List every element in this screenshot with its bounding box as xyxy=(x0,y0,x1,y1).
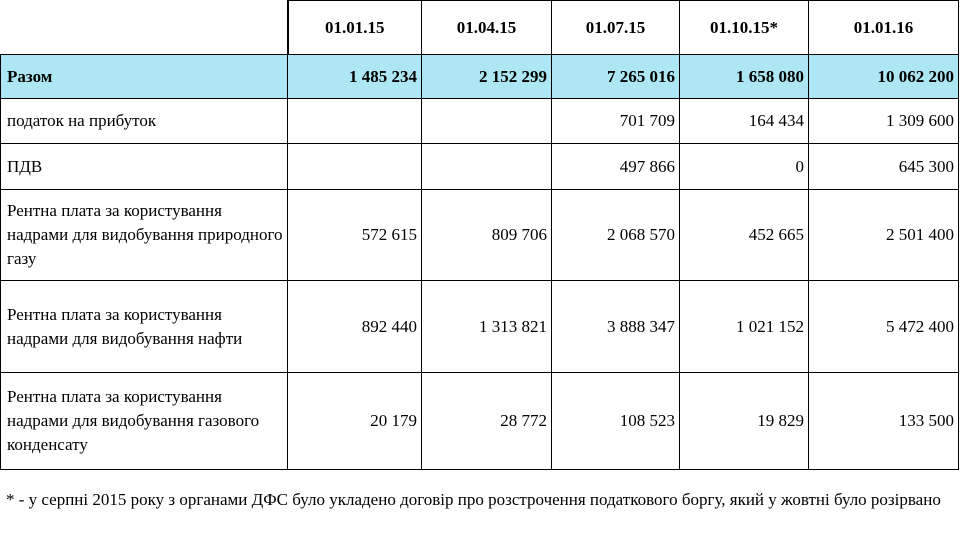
table-row xyxy=(1,144,959,190)
table-cell: 164 434 xyxy=(680,99,809,144)
table-row xyxy=(1,281,959,373)
corner-cell xyxy=(1,1,288,55)
table-cell: 1 309 600 xyxy=(809,99,959,144)
row-label: Рентна плата за користування надрами для видобування газового конденсату xyxy=(1,373,288,470)
table-cell: 0 xyxy=(680,144,809,190)
table-cell: 28 772 xyxy=(422,373,552,470)
table-cell: 892 440 xyxy=(288,281,422,373)
table-cell: 7 265 016 xyxy=(552,55,680,99)
table-cell: 572 615 xyxy=(288,190,422,281)
table-cell: 2 152 299 xyxy=(422,55,552,99)
table-cell: 3 888 347 xyxy=(552,281,680,373)
table-cell: 19 829 xyxy=(680,373,809,470)
table-cell: 10 062 200 xyxy=(809,55,959,99)
table-cell: 1 485 234 xyxy=(288,55,422,99)
row-label: Рентна плата за користування надрами для видобування природного газу xyxy=(1,190,288,281)
table-cell: 108 523 xyxy=(552,373,680,470)
table-cell: 20 179 xyxy=(288,373,422,470)
table-cell: 1 021 152 xyxy=(680,281,809,373)
table-cell: 645 300 xyxy=(809,144,959,190)
column-header: 01.10.15* xyxy=(680,1,809,55)
table-cell: 2 068 570 xyxy=(552,190,680,281)
footnote: * - у серпні 2015 року з органами ДФС було укладено договір про розстрочення податкового боргу, який у жовтні було розірвано xyxy=(6,490,941,509)
table-cell: 452 665 xyxy=(680,190,809,281)
column-header: 01.01.16 xyxy=(809,1,959,55)
column-header: 01.07.15 xyxy=(552,1,680,55)
table-row-total xyxy=(1,55,959,99)
table-cell: 133 500 xyxy=(809,373,959,470)
table-row xyxy=(1,373,959,470)
table-cell xyxy=(422,144,552,190)
row-label: ПДВ xyxy=(1,144,288,190)
table-cell: 1 658 080 xyxy=(680,55,809,99)
row-label: податок на прибуток xyxy=(1,99,288,144)
header-row xyxy=(1,1,959,55)
table-cell: 1 313 821 xyxy=(422,281,552,373)
column-header: 01.01.15 xyxy=(288,1,422,55)
row-label: Разом xyxy=(1,55,288,99)
table-cell: 701 709 xyxy=(552,99,680,144)
table-cell xyxy=(422,99,552,144)
table-cell: 497 866 xyxy=(552,144,680,190)
table-cell: 809 706 xyxy=(422,190,552,281)
table-row xyxy=(1,99,959,144)
table-cell: 5 472 400 xyxy=(809,281,959,373)
table-row xyxy=(1,190,959,281)
table-cell xyxy=(288,99,422,144)
row-label: Рентна плата за користування надрами для видобування нафти xyxy=(1,281,288,373)
column-header: 01.04.15 xyxy=(422,1,552,55)
table-cell: 2 501 400 xyxy=(809,190,959,281)
table-cell xyxy=(288,144,422,190)
